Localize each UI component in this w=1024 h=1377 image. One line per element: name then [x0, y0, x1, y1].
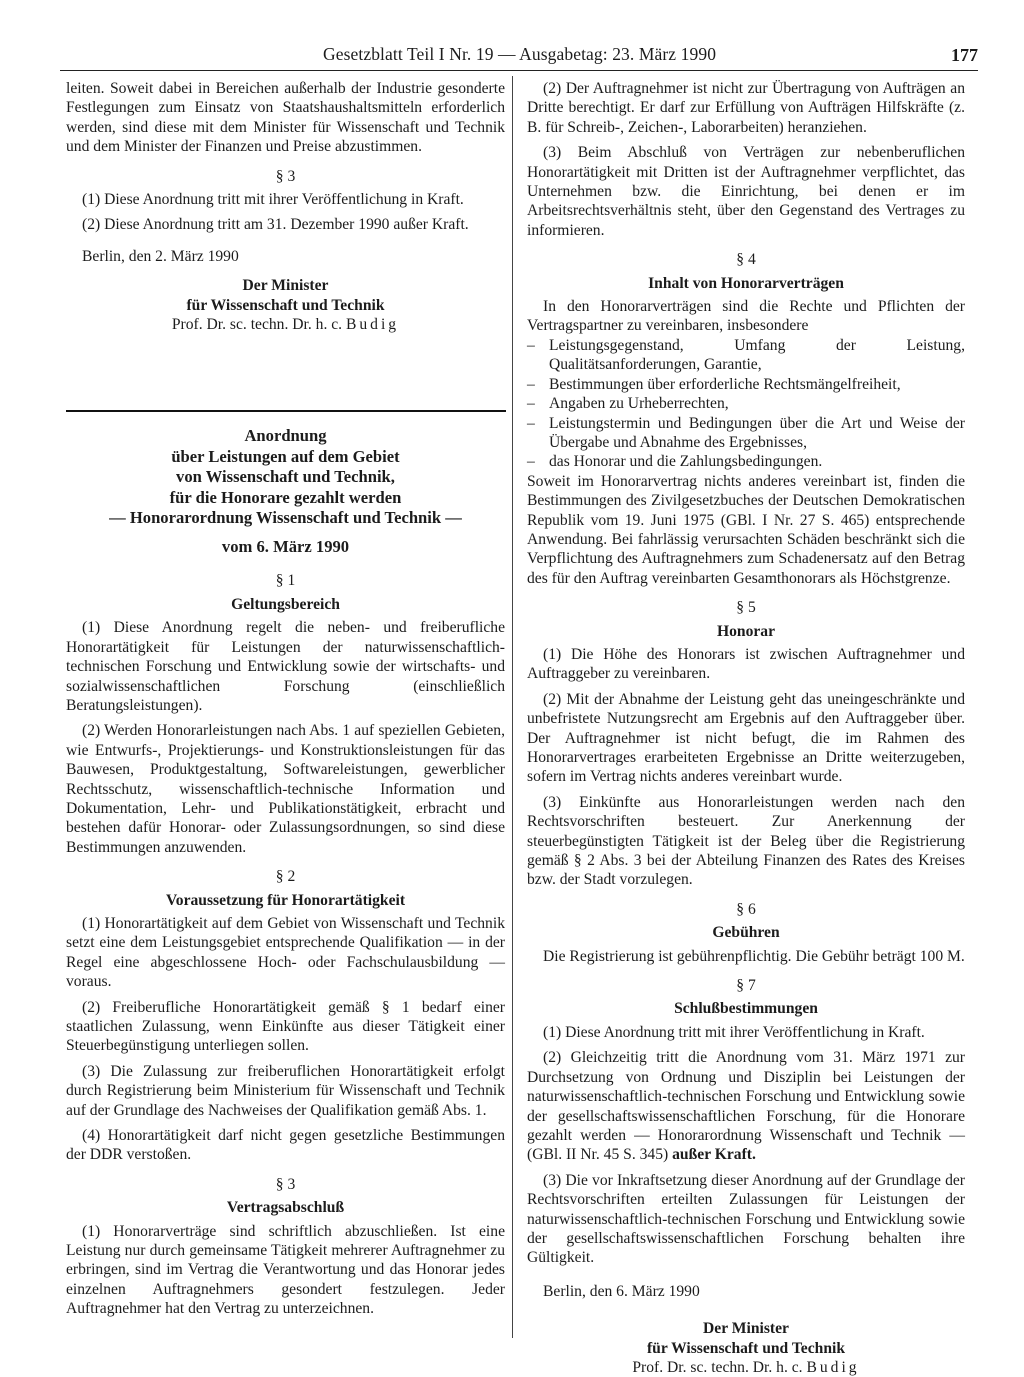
left-column: [66, 79, 505, 1319]
section-3-heading: § 3: [275, 1175, 296, 1193]
section-4-title: Inhalt von Honorarverträgen: [648, 274, 844, 292]
running-title: Gesetzblatt Teil I Nr. 19 — Ausgabetag: 23. März 1990: [323, 44, 717, 64]
signer-name: Budig: [806, 1358, 860, 1376]
section-2-para-1: (1) Honorartätigkeit auf dem Gebiet von Wissenschaft und Technik setzt eine dem Leistungsgebiet entsprechende Qualifikation — in der Regel eine abgeschlossene Hoch- oder Fachschulausbildung — voraus.: [66, 914, 505, 991]
list-item: – das Honorar und die Zahlungsbedingungen.: [527, 452, 965, 471]
prev-section-3-para-2: (2) Diese Anordnung tritt am 31. Dezember 1990 außer Kraft.: [82, 216, 469, 234]
right-column: [527, 79, 965, 1377]
section-separator-rule: [66, 410, 506, 412]
section-4-list: [527, 336, 965, 472]
continued-paragraph: leiten. Soweit dabei in Bereichen außerhalb der Industrie gesonderte Festlegungen zum Einsatz von Staatshaushaltsmitteln erforderlich werden, sind diese mit dem Minister für Wissenschaft und Technik und dem Minister der Finanzen und Preise abzustimmen.: [66, 80, 505, 156]
prev-minister-line-1: Der Minister: [242, 277, 329, 295]
section-2-title: Voraussetzung für Honorartätigkeit: [165, 891, 406, 909]
section-7-para-2-bold: außer Kraft.: [672, 1146, 756, 1164]
section-1-para-2: (2) Werden Honorarleistungen nach Abs. 1 auf speziellen Gebieten, wie Entwurfs-, Projektierungs- und Konstruktionsleistungen für das Bauwesen, Produktgestaltung, Softwareleistungen, gewerblicher Rechtsschutz, wissenschaftlich-technische Information und Dokumentation, Lehr- und Publikationstätigkeit, erbracht und bestehen dafür Honorar- oder Zulassungsordnungen, so sind diese Bestimmungen anzuwenden.: [66, 722, 505, 856]
minister-line-1: Der Minister: [703, 1320, 789, 1338]
date-line: Berlin, den 6. März 1990: [543, 1282, 700, 1300]
section-4-tail: Soweit im Honorarvertrag nichts anderes vereinbart ist, finden die Bestimmungen des Zivilgesetzbuches der Deutschen Demokratischen Republik vom 19. Juni 1975 (GBl. I Nr. 27 S. 465) entsprechende Anwendung. Bei fahrlässig verursachten Schäden beschränkt sich die Verpflichtung des Auftragnehmers zum Schadenersatz auf den Betrag des für den Auftrag vereinbarten Gesamthonorars als Höchstgrenze.: [527, 472, 965, 587]
page-header: [60, 44, 978, 72]
section-4-intro: In den Honorarverträgen sind die Rechte und Pflichten der Vertragspartner zu vereinbaren, insbesondere: [527, 298, 965, 335]
prev-minister-line-2: für Wissenschaft und Technik: [186, 296, 385, 314]
ordinance-title-5: — Honorarordnung Wissenschaft und Technik —: [109, 508, 462, 528]
prev-signer-prefix: Prof. Dr. sc. techn. Dr. h. c.: [171, 316, 343, 334]
page-number: 177: [951, 45, 978, 65]
prev-signer-name: Budig: [345, 316, 400, 334]
section-5-title: Honorar: [716, 622, 776, 640]
section-6-title: Gebühren: [712, 924, 780, 942]
section-3-para-3: (3) Beim Abschluß von Verträgen zur nebenberuflichen Honorartätigkeit mit Dritten ist der Auftragnehmer verpflichtet, das Unternehmen bzw. die Einrichtung, bei denen er im Arbeitsrechtsverhältnis steht, über den Gegenstand des Vertrages zu informieren.: [527, 144, 965, 239]
section-5-para-2: (2) Mit der Abnahme der Leistung geht das uneingeschränkte und unbefristete Nutzungsrecht am Ergebnis auf den Auftraggeber über. Der Auftragnehmer ist nicht befugt, die im Rahmen des Honorarvertrages erarbeiteten Ergebnisse an Dritte weiterzugeben, sofern im Vertrag nichts anderes vereinbart wurde.: [527, 690, 965, 786]
section-7-para-2-text: (2) Gleichzeitig tritt die Anordnung vom 31. März 1971 zur Durchsetzung von Ordnung und Disziplin bei Leistungen der naturwissenschaftlich-technischen Forschung und Entwicklung sowie der gesellschaftswissenschaftlichen Forschung, für die Honorare gezahlt werden — Honorarordnung Wissenschaft und Technik — (GBl. II Nr. 45 S. 345): [527, 1049, 965, 1164]
section-7-para-3: (3) Die vor Inkraftsetzung dieser Anordnung auf der Grundlage der Rechtsvorschriften erteilten Zulassungen für Leistungen der naturwissenschaftlich-technischen Forschung und Entwicklung sowie der gesellschaftswissenschaftlichen Forschung behalten ihre Gültigkeit.: [527, 1171, 965, 1267]
section-2-para-4: (4) Honorartätigkeit darf nicht gegen gesetzliche Bestimmungen der DDR verstoßen.: [66, 1127, 505, 1164]
section-2-heading: § 2: [275, 868, 296, 886]
signature: [527, 1358, 965, 1377]
prev-section-3-para-1: (1) Diese Anordnung tritt mit ihrer Veröffentlichung in Kraft.: [82, 191, 464, 209]
ordinance-title-2: über Leistungen auf dem Gebiet: [171, 446, 400, 466]
section-2-para-2: (2) Freiberufliche Honorartätigkeit gemäß § 1 bedarf einer staatlichen Zulassung, wenn Einkünfte aus dieser Tätigkeit einer Steuerbegünstigung unterliegen sollen.: [66, 998, 505, 1055]
column-divider: [512, 76, 513, 1338]
section-7-heading: § 7: [736, 977, 756, 995]
prev-signature: [66, 315, 505, 334]
section-5-para-1: (1) Die Höhe des Honorars ist zwischen Auftragnehmer und Auftraggeber zu vereinbaren.: [527, 645, 965, 683]
ordinance-title-1: Anordnung: [244, 426, 327, 446]
section-1-heading: § 1: [275, 572, 296, 590]
prev-section-3-heading: § 3: [275, 167, 296, 185]
section-7-title: Schlußbestimmungen: [674, 1000, 818, 1018]
section-3-title: Vertragsabschluß: [226, 1199, 345, 1217]
header-rule: [60, 70, 978, 71]
section-7-para-1: (1) Diese Anordnung tritt mit ihrer Veröffentlichung in Kraft.: [543, 1023, 925, 1041]
ordinance-date: vom 6. März 1990: [221, 536, 350, 556]
prev-date-line: Berlin, den 2. März 1990: [82, 247, 239, 265]
section-6-para-1: Die Registrierung ist gebührenpflichtig. Die Gebühr beträgt 100 M.: [543, 947, 965, 965]
section-2-para-3: (3) Die Zulassung zur freiberuflichen Honorartätigkeit erfolgt durch Registrierung beim Ministerium für Wissenschaft und Technik auf der Grundlage des Nachweises der Qualifikation gemäß Abs. 1.: [66, 1062, 505, 1119]
list-item: – Leistungstermin und Bedingungen über die Art und Weise der Übergabe und Abnahme des Ergebnisses,: [527, 414, 965, 453]
ordinance-title-3: von Wissenschaft und Technik,: [176, 467, 395, 487]
section-6-heading: § 6: [736, 900, 756, 918]
ordinance-title-4: für die Honorare gezahlt werden: [169, 487, 402, 507]
list-item: – Leistungsgegenstand, Umfang der Leistung, Qualitätsanforderungen, Garantie,: [527, 336, 965, 375]
section-3-para-2: (2) Der Auftragnehmer ist nicht zur Übertragung von Aufträgen an Dritte berechtigt. Er darf zur Erfüllung von Aufträgen Hilfskräfte (z. B. für Schreib-, Zeichen-, Laborarbeiten) heranziehen.: [527, 80, 965, 136]
list-item: – Angaben zu Urheberrechten,: [527, 394, 965, 413]
section-5-heading: § 5: [736, 599, 756, 617]
section-3-para-1: (1) Honorarverträge sind schriftlich abzuschließen. Ist eine Leistung nur durch gemeinsame Tätigkeit mehrerer Auftragnehmer zu erbringen, sind im Vertrag die Verantwortung und das Honorar jedes einzelnen Auftragnehmers gesondert festzulegen. Jeder Auftragnehmer hat den Vertrag zu unterzeichnen.: [66, 1222, 505, 1318]
section-1-title: Geltungsbereich: [231, 595, 340, 613]
section-4-heading: § 4: [736, 251, 756, 269]
minister-line-2: für Wissenschaft und Technik: [646, 1339, 846, 1357]
section-7-para-2: [527, 1048, 965, 1164]
list-item: – Bestimmungen über erforderliche Rechtsmängelfreiheit,: [527, 375, 965, 394]
signer-prefix: Prof. Dr. sc. techn. Dr. h. c.: [632, 1358, 803, 1376]
section-1-para-1: (1) Diese Anordnung regelt die neben- und freiberufliche Honorartätigkeit für Leistungen der naturwissenschaftlich-technischen Forschung und Entwicklung sowie der wirtschafts- und sozialwissenschaftlichen Forschung (einschließlich Beratungsleistungen).: [66, 619, 505, 714]
section-5-para-3: (3) Einkünfte aus Honorarleistungen werden nach den Rechtsvorschriften besteuert. Zur Anerkennung der steuerbegünstigten Tätigkeit ist der Beleg über die Registrierung gemäß § 2 Abs. 3 bei der Abteilung Finanzen des Rates des Kreises bzw. der Stadt vorzulegen.: [527, 793, 965, 889]
